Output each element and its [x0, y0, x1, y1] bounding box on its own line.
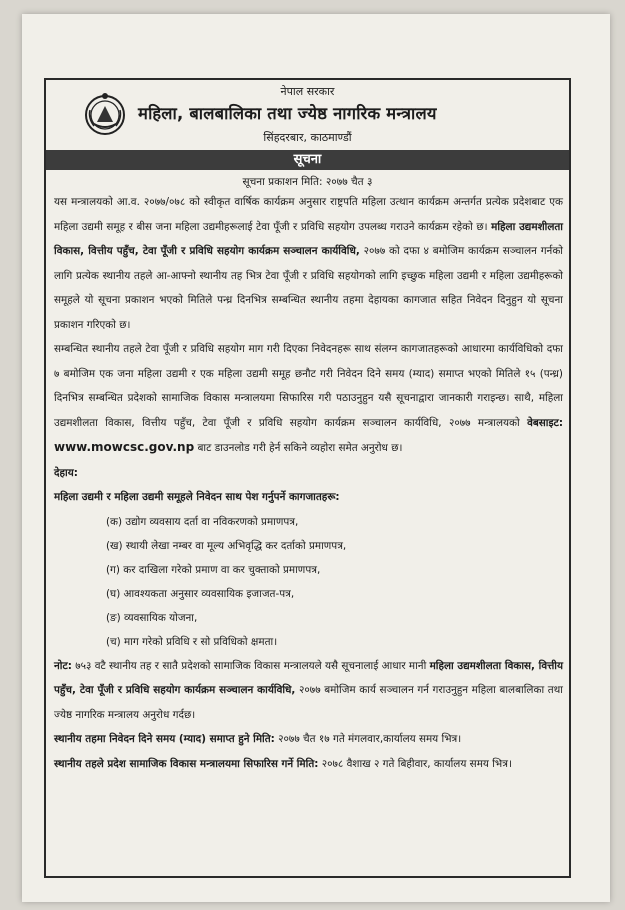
paragraph-2-tail: बाट डाउनलोड गरी हेर्न सकिने व्यहोरा समेत अनुरोध छ।	[197, 442, 403, 454]
paragraph-2-text: सम्बन्धित स्थानीय तहले टेवा पूँजी र प्रविधि सहयोग माग गरी दिएका निवेदनहरू साथ संलग्न कागजातहरूको आधारमा कार्यविधिको दफा ७ बमोजिम एक जना महिला उद्यमी र एक महिला उद्यमी समूह छनौट गरी निवेदन दिने समय (म्याद) समाप्त भएको मितिले १५ (पन्ध्र) दिनभित्र सम्बन्धित प्रदेशको सामाजिक विकास मन्त्रालयमा सिफारिस गरी पठाउनुहुन यसै सूचनाद्वारा जानकारी गराइन्छ। साथै, महिला उद्यमशीलता विकास, वित्तीय पहुँच, टेवा पूँजी र प्रविधि सहयोग कार्यक्रम सञ्चालन कार्यविधि, २०७७ मन्त्रालयको	[54, 343, 563, 429]
list-item: (ख) स्थायी लेखा नम्बर वा मूल्य अभिवृद्धि कर दर्ताको प्रमाणपत्र,	[106, 539, 347, 552]
deadline-local-value: २०७७ चैत १७ गते मंगलवार,कार्यालय समय भित्र।	[278, 733, 462, 745]
notice-title-band: सूचना	[45, 150, 570, 170]
list-item: (ग) कर दाखिला गरेको प्रमाण वा कर चुक्ताको प्रमाणपत्र,	[106, 563, 321, 576]
deadline-province-label: स्थानीय तहले प्रदेश सामाजिक विकास मन्त्रालयमा सिफारिस गर्ने मिति:	[54, 757, 319, 770]
list-item: (च) माग गरेको प्रविधि र सो प्रविधिको क्षमता।	[106, 635, 278, 648]
documents-heading: महिला उद्यमी र महिला उद्यमी समूहले निवेदन साथ पेश गर्नुपर्ने कागजातहरू:	[54, 491, 340, 503]
paragraph-1	[54, 190, 563, 337]
list-item: (घ) आवश्यकता अनुसार व्यवसायिक इजाजत-पत्र,	[106, 587, 295, 600]
ministry-title: महिला, बालबालिका तथा ज्येष्ठ नागरिक मन्त्रालय	[138, 104, 437, 123]
paragraph-1-rest: २०७७ को दफा ४ बमोजिम कार्यक्रम सञ्चालन गर्नको लागि प्रत्येक स्थानीय तहले आ-आफ्नो स्थानीय तह भित्र टेवा पूँजी र प्रविधि सहयोगको लागि इच्छुक महिला उद्यमी र महिला उद्यमीहरूको समूहले यो सूचना प्रकाशन भएको मितिले पन्ध्र दिनभित्र सम्बन्धित स्थानीय तहमा देहायका कागजात सहित निवेदन दिनुहुन यो सूचना प्रकाशन गरिएको छ।	[54, 245, 563, 331]
documents-list	[54, 510, 563, 654]
note-bold: महिला उद्यमशीलता विकास, वित्तीय पहुँच, टेवा पूँजी र प्रविधि सहयोग कार्यक्रम सञ्चालन कार्यविधि,	[54, 659, 563, 696]
website-link[interactable]: www.mowcsc.gov.np	[54, 440, 195, 454]
list-item: (ङ) व्यवसायिक योजना,	[106, 611, 198, 624]
paragraph-1-bold: महिला उद्यमशीलता विकास, वित्तीय पहुँच, टेवा पूँजी र प्रविधि सहयोग कार्यक्रम सञ्चालन कार्यविधि,	[54, 220, 563, 257]
government-name: नेपाल सरकार	[280, 85, 335, 98]
note-label: नोट:	[54, 659, 72, 672]
ministry-address: सिंहदरबार, काठमाण्डौं	[263, 131, 352, 144]
deadline-province	[54, 752, 563, 777]
note-text-2: २०७७ बमोजिम कार्य सञ्चालन गर्न गराउनुहुन महिला बालबालिका तथा ज्येष्ठ नागरिक मन्त्रालय अनुरोध गर्दछ।	[54, 684, 563, 721]
annex-heading: देहाय:	[54, 466, 78, 479]
paragraph-2	[54, 337, 563, 461]
note-paragraph	[54, 654, 563, 728]
note-text-1: ७५३ वटै स्थानीय तह र सातै प्रदेशको सामाजिक विकास मन्त्रालयले यसै सूचनालाई आधार मानी	[75, 659, 427, 672]
notice-body	[46, 190, 569, 776]
letterhead	[46, 80, 569, 150]
website-label: वेबसाइट:	[527, 416, 563, 429]
notice-box	[44, 78, 571, 878]
publish-date: सूचना प्रकाशन मिति: २०७७ चैत ३	[242, 176, 373, 188]
deadline-local	[54, 727, 563, 752]
list-item: (क) उद्योग व्यवसाय दर्ता वा नविकरणको प्रमाणपत्र,	[106, 515, 299, 528]
paragraph-1-intro: यस मन्त्रालयको आ.व. २०७७/०७८ को स्वीकृत वार्षिक कार्यक्रम अनुसार राष्ट्रपति महिला उत्थान कार्यक्रम अन्तर्गत प्रत्येक प्रदेशबाट एक महिला उद्यमी समूह र बीस जना महिला उद्यमीहरूलाई टेवा पूँजी र प्रविधि सहयोग उपलब्ध गराउने कार्यक्रम रहेको छ।	[54, 196, 563, 233]
deadline-province-value: २०७८ वैशाख २ गते बिहीवार, कार्यालय समय भित्र।	[321, 757, 512, 770]
deadline-local-label: स्थानीय तहमा निवेदन दिने समय (म्याद) समाप्त हुने मिति:	[54, 733, 275, 745]
